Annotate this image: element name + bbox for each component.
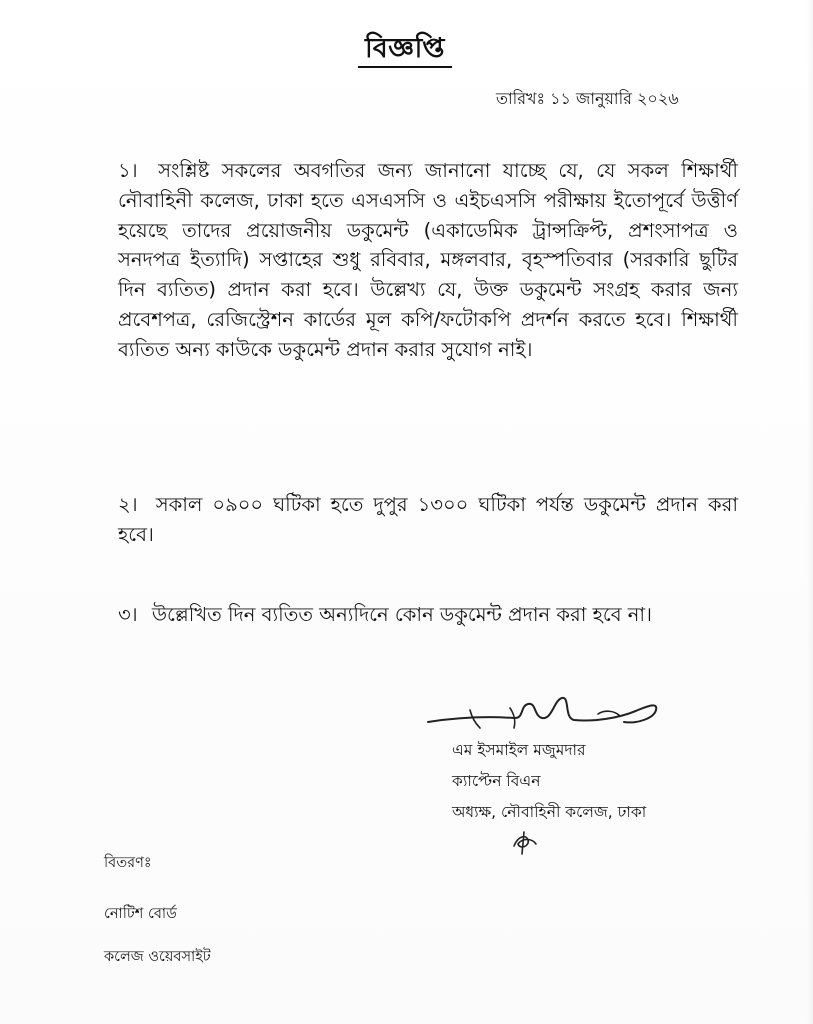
signatory-block [452,735,742,828]
distribution-item: নোটিশ বোর্ড [104,906,177,922]
page-edge-shadow [807,0,813,1024]
signatory-name: এম ইসমাইল মজুমদার [452,741,586,759]
paragraph-3-number: ৩। [118,603,138,626]
signatory-designation: অধ্যক্ষ, নৌবাহিনী কলেজ, ঢাকা [452,803,647,821]
paragraph-1 [118,156,738,365]
initials-mark [508,828,542,856]
signatory-rank: ক্যাপ্টেন বিএন [452,772,541,790]
notice-date: তারিখঃ ১১ জানুয়ারি ২০২৬ [496,89,679,108]
paragraph-2-text: সকাল ০৯০০ ঘটিকা হতে দুপুর ১৩০০ ঘটিকা পর্যন্ত ডকুমেন্ট প্রদান করা হবে। [118,493,738,546]
paragraph-2-number: ২। [118,493,138,516]
paragraph-3-text: উল্লেখিত দিন ব্যতিত অন্যদিনে কোন ডকুমেন্ট প্রদান করা হবে না। [151,603,653,626]
paragraph-1-text: সংশ্লিষ্ট সকলের অবগতির জন্য জানানো যাচ্ছে যে, যে সকল শিক্ষার্থী নৌবাহিনী কলেজ, ঢাকা হতে এসএসসি ও এইচএসসি পরীক্ষায় ইতোপূর্বে উত্তীর্ণ হয়েছে তাদের প্রয়োজনীয় ডকুমেন্ট (একাডেমিক ট্রান্সক্রিপ্ট, প্রশংসাপত্র ও সনদপত্র ইত্যাদি) সপ্তাহের শুধু রবিবার, মঙ্গলবার, বৃহস্পতিবার (সরকারি ছুটির দিন ব্যতিত) প্রদান করা হবে। উল্লেখ্য যে, উক্ত ডকুমেন্ট সংগ্রহ করার জন্য প্রবেশপত্র, রেজিস্ট্রেশন কার্ডের মূল কপি/ফটোকপি প্রদর্শন করতে হবে। শিক্ষার্থী ব্যতিত অন্য কাউকে ডকুমেন্ট প্রদান করার সুযোগ নাই। [118,159,739,361]
distribution-item: কলেজ ওয়েবসাইট [104,949,211,965]
paragraph-1-number: ১। [118,159,138,182]
title-underline [358,66,452,68]
paragraph-3 [118,600,738,630]
distribution-heading: বিতরণঃ [104,855,152,871]
handwritten-signature [424,688,664,738]
paragraph-2 [118,490,738,550]
notice-title: বিজ্ঞপ্তি [364,33,445,64]
